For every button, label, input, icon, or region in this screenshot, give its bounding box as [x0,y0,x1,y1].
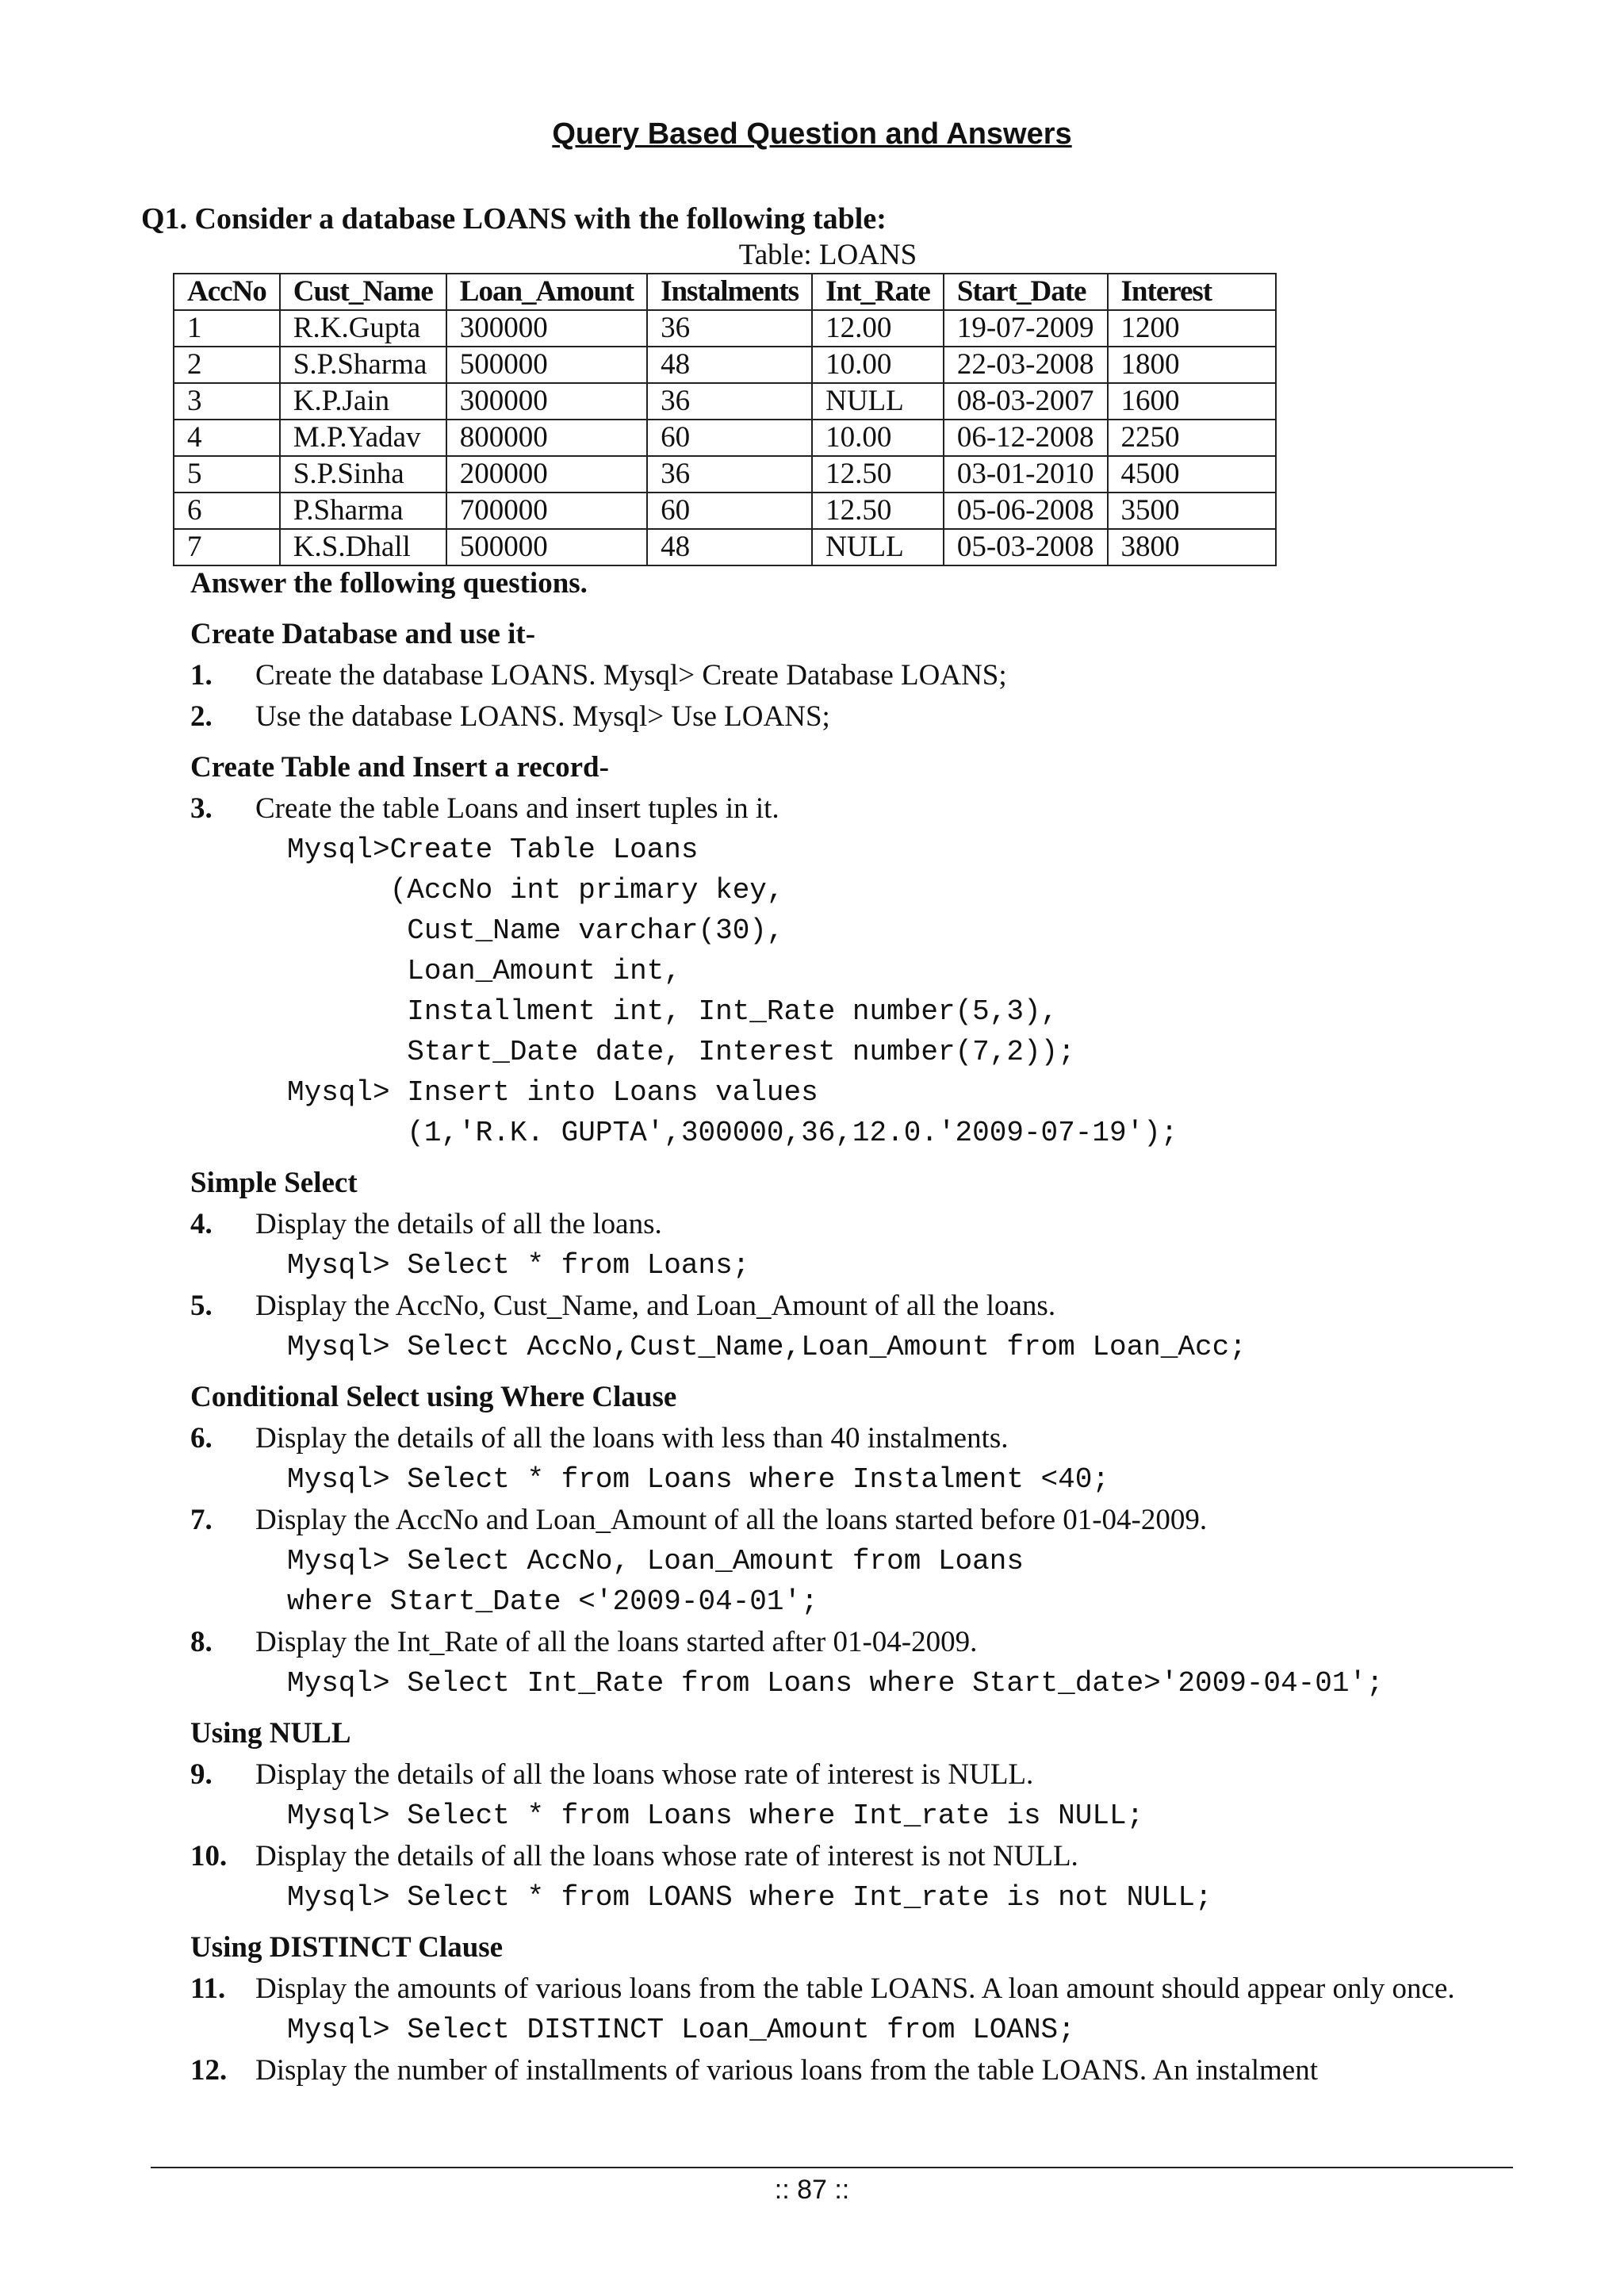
question-item [190,1286,1507,1327]
question-item [190,2050,1507,2091]
question-number: 7. [190,1504,213,1536]
question-text: Display the details of all the loans with less than 40 instalments. [255,1422,1009,1455]
question-item [190,1754,1507,1796]
question-text: Display the details of all the loans whose rate of interest is NULL. [255,1758,1034,1791]
table-cell: 300000 [446,310,647,347]
question-item [190,1968,1507,2010]
question-number: 1. [190,659,213,692]
sql-code-line: Mysql> Select AccNo, Loan_Amount from Loans [287,1545,1024,1577]
table-row [174,493,1276,529]
table-row [174,347,1276,383]
table-cell: 800000 [446,420,647,456]
question-item [190,1418,1507,1459]
table-row [174,383,1276,420]
table-cell: 36 [647,456,812,493]
question-number: 12. [190,2054,228,2087]
table-cell: 36 [647,383,812,420]
table-cell: 22-03-2008 [944,347,1108,383]
table-body [174,310,1276,565]
table-cell: 5 [174,456,280,493]
table-row [174,420,1276,456]
table-caption: Table: LOANS [738,239,917,271]
table-cell: 2250 [1108,420,1276,456]
question-text: Create the table Loans and insert tuples in it. [255,792,779,825]
question-number: 9. [190,1758,213,1791]
table-cell: 12.50 [812,456,944,493]
table-header-row [174,274,1276,310]
question-number: 6. [190,1422,213,1455]
question-item [190,788,1507,830]
sql-code-line: Loan_Amount int, [287,955,681,987]
table-cell: 4 [174,420,280,456]
question-heading: Q1. Consider a database LOANS with the following table: [141,202,887,236]
table-cell: 12.00 [812,310,944,347]
table-cell: 03-01-2010 [944,456,1108,493]
table-cell: 2 [174,347,280,383]
sql-code-line: Start_Date date, Interest number(7,2)); [287,1036,1075,1068]
question-number: 2. [190,700,213,733]
column-header: Instalments [647,274,812,310]
answer-heading: Answer the following questions. [190,567,588,600]
table-cell: P.Sharma [280,493,446,529]
table-cell: NULL [812,383,944,420]
question-number: 11. [190,1972,226,2005]
question-number: 5. [190,1290,213,1322]
table-cell: 1200 [1108,310,1276,347]
column-header: Loan_Amount [446,274,647,310]
table-row [174,310,1276,347]
question-text: Display the amounts of various loans from the table LOANS. A loan amount should appear only once. [255,1972,1455,2005]
table-cell: 05-06-2008 [944,493,1108,529]
table-cell: 48 [647,347,812,383]
table-cell: 300000 [446,383,647,420]
table-cell: 10.00 [812,420,944,456]
table-cell: 1600 [1108,383,1276,420]
page-number: :: 87 :: [774,2175,850,2205]
sql-code-line: Mysql> Insert into Loans values [287,1076,818,1109]
table-cell: 10.00 [812,347,944,383]
question-text: Use the database LOANS. Mysql> Use LOANS; [255,700,830,733]
sql-code-line: Mysql> Select AccNo,Cust_Name,Loan_Amount from Loan_Acc; [287,1331,1247,1363]
table-cell: 1800 [1108,347,1276,383]
table-cell: 500000 [446,347,647,383]
question-text: Display the number of installments of various loans from the table LOANS. An instalment [255,2054,1319,2087]
sql-code-line: where Start_Date <'2009-04-01'; [287,1585,818,1618]
page-title: Query Based Question and Answers [552,117,1072,151]
question-item [190,696,1507,738]
loans-table [173,273,1277,566]
question-item [190,1622,1507,1663]
table-cell: R.K.Gupta [280,310,446,347]
question-item [190,1836,1507,1877]
question-text: Display the Int_Rate of all the loans started after 01-04-2009. [255,1626,978,1658]
table-row [174,456,1276,493]
table-cell: 3800 [1108,529,1276,565]
questions-content [190,563,1507,2091]
question-number: 3. [190,792,213,825]
table-cell: 36 [647,310,812,347]
table-cell: 05-03-2008 [944,529,1108,565]
sql-code-line: Mysql> Select Int_Rate from Loans where Start_date>'2009-04-01'; [287,1667,1384,1700]
sql-code-line: Mysql> Select * from Loans; [287,1249,750,1282]
column-header: Cust_Name [280,274,446,310]
table-cell: M.P.Yadav [280,420,446,456]
sql-code-line: Mysql> Select * from Loans where Instalment <40; [287,1463,1109,1496]
table-cell: 48 [647,529,812,565]
sql-code-line: (1,'R.K. GUPTA',300000,36,12.0.'2009-07-19'); [287,1117,1178,1149]
table-cell: 08-03-2007 [944,383,1108,420]
question-text: Create the database LOANS. Mysql> Create Database LOANS; [255,659,1007,692]
question-number: 4. [190,1208,213,1240]
table-cell: 4500 [1108,456,1276,493]
table-cell: 700000 [446,493,647,529]
sql-code-line: Mysql> Select * from LOANS where Int_rate is not NULL; [287,1881,1212,1914]
section-heading: Using DISTINCT Clause [190,1931,504,1964]
table-cell: 3 [174,383,280,420]
table-cell: K.P.Jain [280,383,446,420]
footer-divider [151,2167,1513,2168]
section-heading: Create Table and Insert a record- [190,751,609,784]
column-header: Int_Rate [812,274,944,310]
sql-code-line: Cust_Name varchar(30), [287,914,784,947]
table-cell: 200000 [446,456,647,493]
question-item [190,1204,1507,1245]
question-item [190,1500,1507,1541]
table-cell: S.P.Sinha [280,456,446,493]
sections-container [190,614,1507,2091]
table-cell: K.S.Dhall [280,529,446,565]
section-heading: Create Database and use it- [190,618,536,650]
sql-code-line: (AccNo int primary key, [287,874,784,907]
question-text: Display the AccNo, Cust_Name, and Loan_Amount of all the loans. [255,1290,1056,1322]
question-item [190,655,1507,696]
table-cell: S.P.Sharma [280,347,446,383]
table-cell: 7 [174,529,280,565]
question-text: Display the details of all the loans. [255,1208,662,1240]
section-heading: Conditional Select using Where Clause [190,1381,677,1413]
sql-code-line: Mysql>Create Table Loans [287,834,699,866]
section-heading: Using NULL [190,1717,351,1750]
column-header: AccNo [174,274,280,310]
table-cell: 19-07-2009 [944,310,1108,347]
question-text: Display the AccNo and Loan_Amount of all the loans started before 01-04-2009. [255,1504,1208,1536]
sql-code-line: Installment int, Int_Rate number(5,3), [287,995,1059,1028]
table-cell: 60 [647,493,812,529]
sql-code-line: Mysql> Select DISTINCT Loan_Amount from LOANS; [287,2014,1075,2046]
table-cell: 500000 [446,529,647,565]
table-cell: NULL [812,529,944,565]
column-header: Interest [1108,274,1276,310]
section-heading: Simple Select [190,1167,358,1199]
table-cell: 12.50 [812,493,944,529]
table-cell: 06-12-2008 [944,420,1108,456]
table-cell: 3500 [1108,493,1276,529]
question-number: 8. [190,1626,213,1658]
table-row [174,529,1276,565]
table-cell: 6 [174,493,280,529]
question-text: Display the details of all the loans whose rate of interest is not NULL. [255,1840,1078,1872]
table-cell: 60 [647,420,812,456]
question-number: 10. [190,1840,228,1872]
table-cell: 1 [174,310,280,347]
column-header: Start_Date [944,274,1108,310]
sql-code-line: Mysql> Select * from Loans where Int_rate is NULL; [287,1800,1144,1832]
